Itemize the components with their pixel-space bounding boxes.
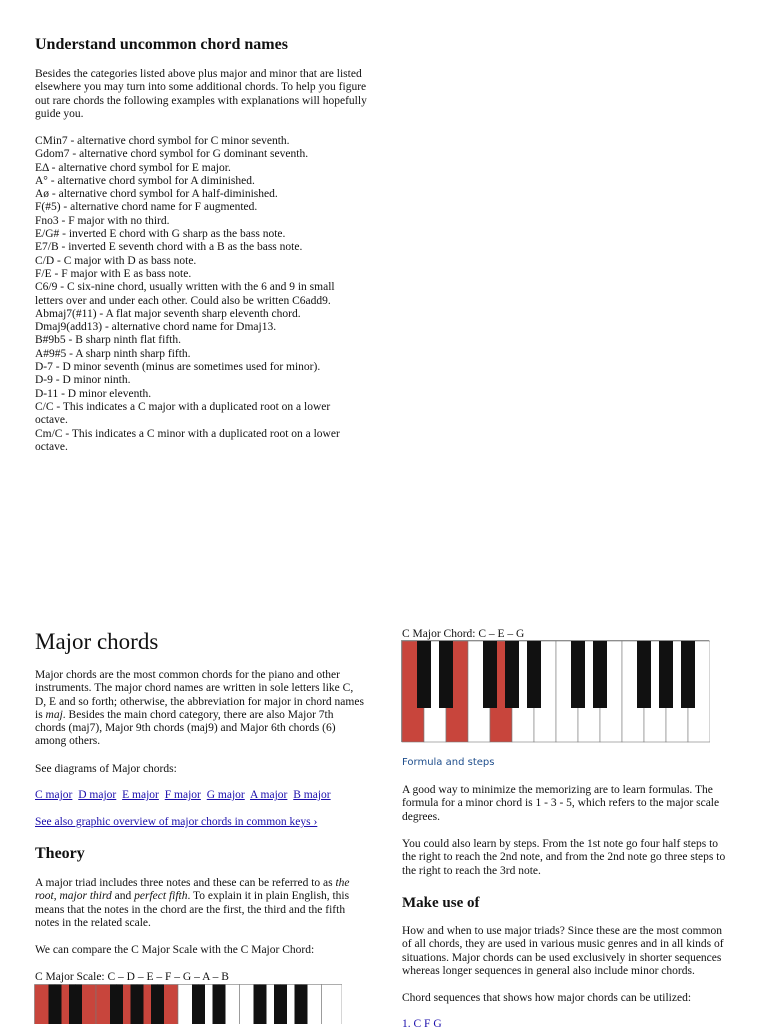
chord-list-item: Fno3 - F major with no third.	[35, 214, 170, 227]
black-key	[637, 641, 651, 708]
scale-keyboard-diagram	[34, 984, 342, 1024]
link-c-major[interactable]: C major	[35, 789, 73, 801]
black-key	[295, 985, 308, 1025]
chord-list-item: C/C - This indicates a C major with a duplicated root on a lower octave.	[35, 400, 331, 427]
scale-caption: C Major Scale: C – D – E – F – G – A – B	[35, 971, 229, 983]
chord-list-item: Aø - alternative chord symbol for A half-diminished.	[35, 188, 278, 201]
chord-list-item: D-9 - D minor ninth.	[35, 374, 131, 387]
triad-root-term: the root	[35, 877, 350, 903]
black-key	[439, 641, 453, 708]
see-diagrams-label: See diagrams of Major chords:	[35, 763, 177, 775]
compare-text: We can compare the C Major Scale with the C Major Chord:	[35, 944, 315, 956]
chord-list-item: F(#5) - alternative chord name for F augmented.	[35, 201, 258, 214]
chord-caption: C Major Chord: C – E – G	[402, 628, 525, 640]
black-key	[505, 641, 519, 708]
link-e-major[interactable]: E major	[122, 789, 159, 801]
chord-list-item: D-11 - D minor eleventh.	[35, 387, 152, 400]
steps-paragraph: You could also learn by steps. From the 1st note go four half steps to the right to reach the 2nd note, and from the 2nd note go three steps to the right to reach the 3rd note.	[402, 838, 726, 877]
overview-link[interactable]: See also graphic overview of major chords in common keys ›	[35, 816, 318, 828]
triad-text-cont: . To explain it in plain English, this means that the notes in the chord are the first, the third and the fifth notes in the related scale.	[35, 890, 350, 929]
link-d-major[interactable]: D major	[78, 789, 117, 801]
major-intro-text-cont: . Besides the main chord category, there are also Major 7th chords (maj7), Major 9th chords (maj9) and Major 6th chords (6) among others.	[35, 708, 336, 748]
chord-list-item: A° - alternative chord symbol for A diminished.	[35, 174, 255, 187]
sequence-item-link[interactable]: 1. C F G	[402, 1018, 442, 1030]
uncommon-intro-paragraph: Besides the categories listed above plus major and minor that are listed elsewhere you may turn into some additional chords. To help you figure out rare chords the following examples with explanations will hopefully guide you.	[35, 68, 367, 120]
chord-list-item: CMin7 - alternative chord symbol for C minor seventh.	[35, 135, 290, 147]
chord-list-item: D-7 - D minor seventh (minus are sometimes used for minor).	[35, 361, 321, 374]
chord-list-item: Gdom7 - alternative chord symbol for G dominant seventh.	[35, 148, 309, 161]
black-key	[49, 985, 62, 1025]
black-key	[681, 641, 695, 708]
link-b-major[interactable]: B major	[293, 789, 331, 801]
chord-list-item: Cm/C - This indicates a C minor with a duplicated root on a lower octave.	[35, 427, 340, 453]
link-a-major[interactable]: A major	[250, 789, 288, 801]
black-key	[254, 985, 267, 1025]
major-chord-links	[35, 789, 334, 801]
link-g-major[interactable]: G major	[206, 789, 245, 801]
major-intro-text: Major chords are the most common chords for the piano and other instruments. The major chord names are written in sole letters like C, D, E and so forth; otherwise, the abbreviation for major in chord names is	[35, 669, 364, 721]
chord-list-item: F/E - F major with E as bass note.	[35, 267, 192, 280]
triad-sep: ,	[53, 890, 60, 903]
make-use-heading: Make use of	[402, 895, 480, 911]
black-key	[110, 985, 123, 1025]
triad-text: A major triad includes three notes and these can be referred to as	[35, 877, 336, 889]
major-chords-title: Major chords	[35, 629, 159, 654]
black-key	[417, 641, 431, 708]
black-key	[151, 985, 164, 1025]
black-key	[571, 641, 585, 708]
chord-list-item: Abmaj7(#11) - A flat major seventh sharp eleventh chord.	[35, 307, 301, 320]
theory-heading: Theory	[35, 845, 85, 862]
chord-list-item: C6/9 - C six-nine chord, usually written with the 6 and 9 in small letters over and under each other. Could also be written C6add9.	[35, 281, 335, 307]
black-key	[274, 985, 287, 1025]
white-key	[322, 985, 343, 1025]
link-f-major[interactable]: F major	[164, 789, 201, 801]
chord-list-item: A#9#5 - A sharp ninth sharp fifth.	[35, 347, 191, 360]
uncommon-chord-list	[35, 135, 360, 454]
formula-and-steps-link[interactable]: Formula and steps	[402, 757, 495, 768]
black-key	[192, 985, 205, 1025]
sequences-text: Chord sequences that shows how major chords can be utilized:	[402, 992, 692, 1004]
triad-paragraph	[35, 877, 365, 930]
how-when-paragraph: How and when to use major triads? Since these are the most common of all chords, they are used in various music genres and in all kinds of situations. Major chords can be used exclusively in shorter sequences whereas longer sequences in general also include minor chords.	[402, 925, 724, 977]
chord-list-item: Dmaj9(add13) - alternative chord name for Dmaj13.	[35, 321, 277, 334]
chord-keyboard-diagram	[401, 640, 710, 743]
black-key	[213, 985, 226, 1025]
chord-list-item: B#9b5 - B sharp ninth flat fifth.	[35, 334, 181, 347]
black-key	[659, 641, 673, 708]
black-key	[69, 985, 82, 1025]
triad-and: and	[111, 890, 135, 903]
chord-list-item: C/D - C major with D as bass note.	[35, 254, 197, 267]
major-intro-paragraph	[35, 669, 365, 749]
triad-fifth-term: perfect fifth	[134, 890, 188, 903]
triad-third-term: major third	[59, 890, 112, 903]
black-key	[483, 641, 497, 708]
section-title-uncommon-chords: Understand uncommon chord names	[35, 36, 288, 53]
black-key	[593, 641, 607, 708]
maj-abbrev: maj	[45, 708, 63, 721]
black-key	[131, 985, 144, 1025]
chord-list-item: E/G# - inverted E chord with G sharp as the bass note.	[35, 228, 286, 241]
chord-list-item: E7/B - inverted E seventh chord with a B as the bass note.	[35, 241, 303, 254]
chord-list-item: EΔ - alternative chord symbol for E major.	[35, 161, 231, 174]
formula-paragraph: A good way to minimize the memorizing are to learn formulas. The formula for a minor chord is 1 - 3 - 5, which refers to the major scale degrees.	[402, 784, 720, 823]
black-key	[527, 641, 541, 708]
